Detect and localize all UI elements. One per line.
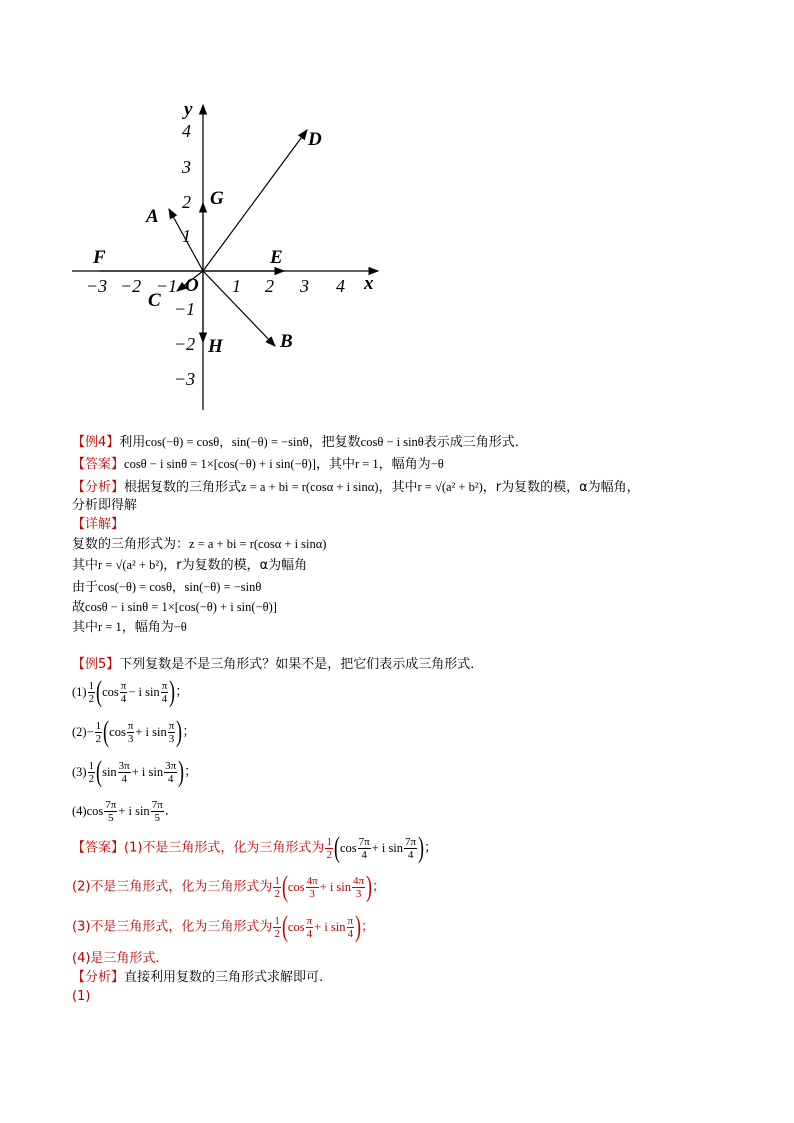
ex5-label: 【例5】 — [72, 657, 120, 672]
ex5-solution-start: (1) — [72, 989, 91, 1004]
vector-label-A: A — [146, 206, 159, 227]
detail-line-1: 复数的三角形式为：z = a + bi = r(cosα + i sinα) — [72, 537, 327, 552]
detail-line-5: 其中r = 1，幅角为−θ — [72, 620, 187, 635]
ex5-item-1: (1) $\frac{1}{2}$ (cos $\frac{\pi}{4}$ − i sin $\frac{\pi}{4}$ )； — [72, 675, 189, 708]
y-tick: 3 — [182, 157, 191, 177]
y-tick: 1 — [182, 226, 191, 246]
y-tick: −3 — [174, 369, 196, 389]
ex5-answer-2: (2)不是三角形式，化为三角形式为 $\frac{1}{2}$ (cos $\frac{4\pi}{3}$ + i sin $\frac{4\pi}{3}$ )； — [72, 870, 386, 903]
x-tick: −3 — [86, 276, 108, 296]
vector-label-C: C — [148, 290, 161, 311]
y-tick: 2 — [182, 192, 191, 212]
y-tick: −2 — [174, 334, 196, 354]
ex5-answer-1: 【答案】(1)不是三角形式，化为三角形式为 $\frac{1}{2}$ (cos $\frac{7\pi}{4}$ + i sin $\frac{7\pi}{4}$ )； — [72, 831, 438, 864]
vector-diagram — [60, 95, 390, 415]
x-tick: 2 — [265, 276, 274, 296]
ex5-item-3: (3) $\frac{1}{2}$ (sin $\frac{3\pi}{4}$ + i sin $\frac{3\pi}{4}$ )； — [72, 755, 198, 788]
analysis-label: 【分析】 — [72, 970, 125, 985]
x-tick: −2 — [120, 276, 142, 296]
ex5-item-4: (4)cos $\frac{7\pi}{5}$ + i sin $\frac{7\pi}{5}$ ． — [72, 798, 178, 824]
vector-label-H: H — [208, 336, 223, 357]
ex4-question: 【例4】利用cos(−θ) = cosθ，sin(−θ) = −sinθ，把复数cosθ − i sinθ表示成三角形式． — [72, 435, 528, 450]
axis-x-label: x — [364, 273, 374, 294]
vector-label-E: E — [270, 247, 283, 268]
x-tick: 1 — [232, 276, 241, 296]
vector-label-B: B — [280, 331, 293, 352]
y-tick: −1 — [174, 299, 196, 319]
ex4-label: 【例4】 — [72, 435, 120, 450]
ex5-item-2: (2)− $\frac{1}{2}$ (cos $\frac{\pi}{3}$ + i sin $\frac{\pi}{3}$ )； — [72, 715, 196, 748]
ex4-answer: 【答案】cosθ − i sinθ = 1×[cos(−θ) + i sin(−θ)]，其中r = 1，幅角为−θ — [72, 457, 444, 472]
detail-line-3: 由于cos(−θ) = cosθ，sin(−θ) = −sinθ — [72, 580, 262, 595]
analysis-label: 【分析】 — [72, 480, 125, 495]
ex5-question: 【例5】下列复数是不是三角形式？如果不是，把它们表示成三角形式． — [72, 657, 484, 672]
detail-line-2: 其中r = √(a² + b²)，r为复数的模，α为幅角 — [72, 558, 308, 573]
ex5-analysis: 【分析】直接利用复数的三角形式求解即可. — [72, 970, 324, 985]
detail-line-4: 故cosθ − i sinθ = 1×[cos(−θ) + i sin(−θ)] — [72, 600, 277, 615]
y-tick: 4 — [182, 121, 191, 141]
ex4-analysis: 【分析】根据复数的三角形式z = a + bi = r(cosα + i sinα)，其中r = √(a² + b²)，r为复数的模，α为幅角， — [72, 480, 640, 495]
x-tick: 4 — [336, 276, 345, 296]
axis-y-label: y — [184, 99, 193, 120]
origin-label: O — [185, 275, 199, 296]
vector-label-F: F — [93, 247, 106, 268]
ex5-answer-3: (3)不是三角形式，化为三角形式为 $\frac{1}{2}$ (cos $\frac{\pi}{4}$ + i sin $\frac{\pi}{4}$ )； — [72, 910, 375, 943]
ex5-answer-4: (4)是三角形式. — [72, 951, 160, 966]
vector-label-D: D — [308, 129, 322, 150]
x-tick: −1 — [156, 276, 178, 296]
ex4-analysis-cont: 分析即得解 — [72, 498, 138, 513]
detail-label: 【详解】 — [72, 517, 125, 532]
answer-label: 【答案】 — [72, 457, 125, 472]
vector-label-G: G — [210, 188, 224, 209]
answer-label: 【答案】 — [72, 840, 125, 856]
x-tick: 3 — [300, 276, 309, 296]
